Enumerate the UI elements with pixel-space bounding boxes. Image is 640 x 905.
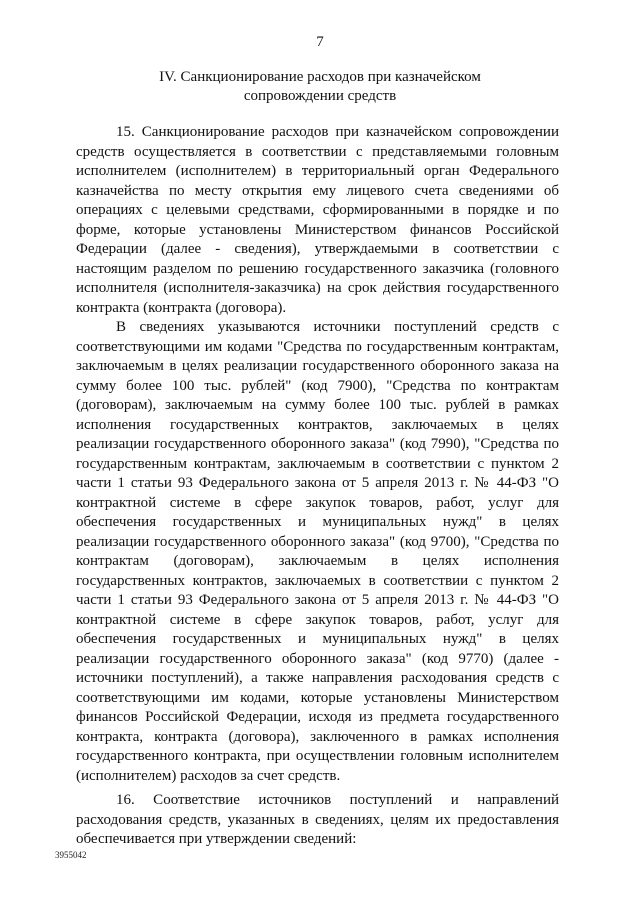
section-title-line-2: сопровождении средств <box>243 88 397 104</box>
paragraph-16: 16. Соответствие источников поступлений и направлений расходования средств, указанных в сведениях, целям их предоставления обеспечивается при утверждении сведений: <box>76 792 559 847</box>
section-title <box>120 68 520 106</box>
document-code: 3955042 <box>55 850 87 860</box>
section-title-line-1: IV. Санкционирование расходов при казначейском <box>159 69 481 85</box>
document-body <box>76 123 559 850</box>
page-number: 7 <box>316 34 324 50</box>
paragraph-15: 15. Санкционирование расходов при казначейском сопровождении средств осуществляется в соответствии с представляемыми головным исполнителем (исполнителем) в территориальный орган Федерального казначейства по месту открытия ему лицевого счета сведениями об операциях с целевыми средствами, сформированными в порядке и по форме, которые установлены Министерством финансов Российской Федерации (далее - сведения), утверждаемыми в соответствии с настоящим разделом по решению государственного заказчика (головного исполнителя (исполнителя-заказчика) на срок действия государственного контракта (контракта (договора). <box>76 124 559 316</box>
paragraph-sources: В сведениях указываются источники поступлений средств с соответствующими им кодами "Средства по государственным контрактам, заключаемым в целях реализации государственного оборонного заказа на сумму более 100 тыс. рублей" (код 7900), "Средства по контрактам (договорам), заключаемым на сумму более 100 тыс. рублей в рамках исполнения государственных контрактов, заключаемых в целях реализации государственного оборонного заказа" (код 7990), "Средства по государственным контрактам, заключаемым в соответствии с пунктом 2 части 1 статьи 93 Федерального закона от 5 апреля 2013 г. № 44-ФЗ "О контрактной системе в сфере закупок товаров, работ, услуг для обеспечения государственных и муниципальных нужд" в целях реализации государственного оборонного заказа" (код 9700), "Средства по контрактам (договорам), заключаемым в целях исполнения государственных контрактов, заключаемых в соответствии с пунктом 2 части 1 статьи 93 Федерального закона от 5 апреля 2013 г. № 44-ФЗ "О контрактной системе в сфере закупок товаров, работ, услуг для обеспечения государственных и муниципальных нужд" в целях реализации государственного оборонного заказа" (код 9770) (далее - источники поступлений), а также направления расходования средств с соответствующими им кодами, которые установлены Министерством финансов Российской Федерации, исходя из предмета государственного контракта, контракта (договора), заключенного в рамках исполнения государственного контракта, при осуществлении головным исполнителем (исполнителем) расходов за счет средств. <box>76 319 559 784</box>
